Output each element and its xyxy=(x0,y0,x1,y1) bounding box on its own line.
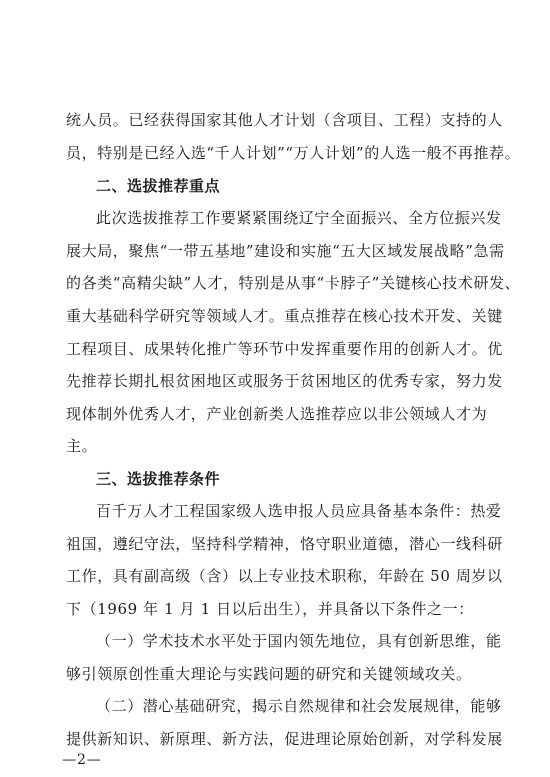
body-line-1: 统人员。已经获得国家其他人才计划（含项目、工程）支持的人 xyxy=(66,111,503,129)
body-line-9: 先推荐长期扎根贫困地区或服务于贫困地区的优秀专家，努力发 xyxy=(66,372,503,390)
body-line-10: 现体制外优秀人才，产业创新类人选推荐应以非公领域人才为 xyxy=(66,405,488,423)
body-line-19: （二）潜心基础研究，揭示自然规律和社会发展规律，能够 xyxy=(96,697,502,715)
page-number: —2— xyxy=(62,752,102,768)
body-line-11: 主。 xyxy=(66,437,98,455)
section-heading-2: 二、选拔推荐重点 xyxy=(96,177,221,195)
body-line-14: 祖国，遵纪守法，坚持科学精神，恪守职业道德，潜心一线科研 xyxy=(66,535,503,553)
body-line-2: 员，特别是已经入选“千人计划”“万人计划”的人选一般不再推荐。 xyxy=(66,144,521,162)
body-line-5: 展大局，聚焦“一带五基地”建设和实施“五大区域发展战略”急需 xyxy=(66,242,505,260)
body-line-7: 重大基础科学研究等领域人才。重点推荐在核心技术开发、关键 xyxy=(66,307,503,325)
body-line-20: 提供新知识、新原理、新方法，促进理论原始创新，对学科发展 xyxy=(66,730,503,748)
body-line-17: （一）学术技术水平处于国内领先地位，具有创新思维，能 xyxy=(96,632,502,650)
body-line-16: 下（1969 年 1 月 1 日以后出生），并具备以下条件之一： xyxy=(66,600,474,618)
body-line-13: 百千万人才工程国家级人选申报人员应具备基本条件：热爱 xyxy=(96,502,502,520)
body-line-4: 此次选拔推荐工作要紧紧围绕辽宁全面振兴、全方位振兴发 xyxy=(96,209,502,227)
body-line-15: 工作，具有副高级（含）以上专业技术职称，年龄在 50 周岁以 xyxy=(66,567,503,585)
section-heading-3: 三、选拔推荐条件 xyxy=(96,470,221,488)
body-line-6: 的各类“高精尖缺”人才，特别是从事“卡脖子”关键核心技术研发、 xyxy=(66,274,521,292)
body-line-18: 够引领原创性重大理论与实践问题的研究和关键领域攻关。 xyxy=(66,665,472,683)
body-line-8: 工程项目、成果转化推广等环节中发挥重要作用的创新人才。优 xyxy=(66,340,503,358)
